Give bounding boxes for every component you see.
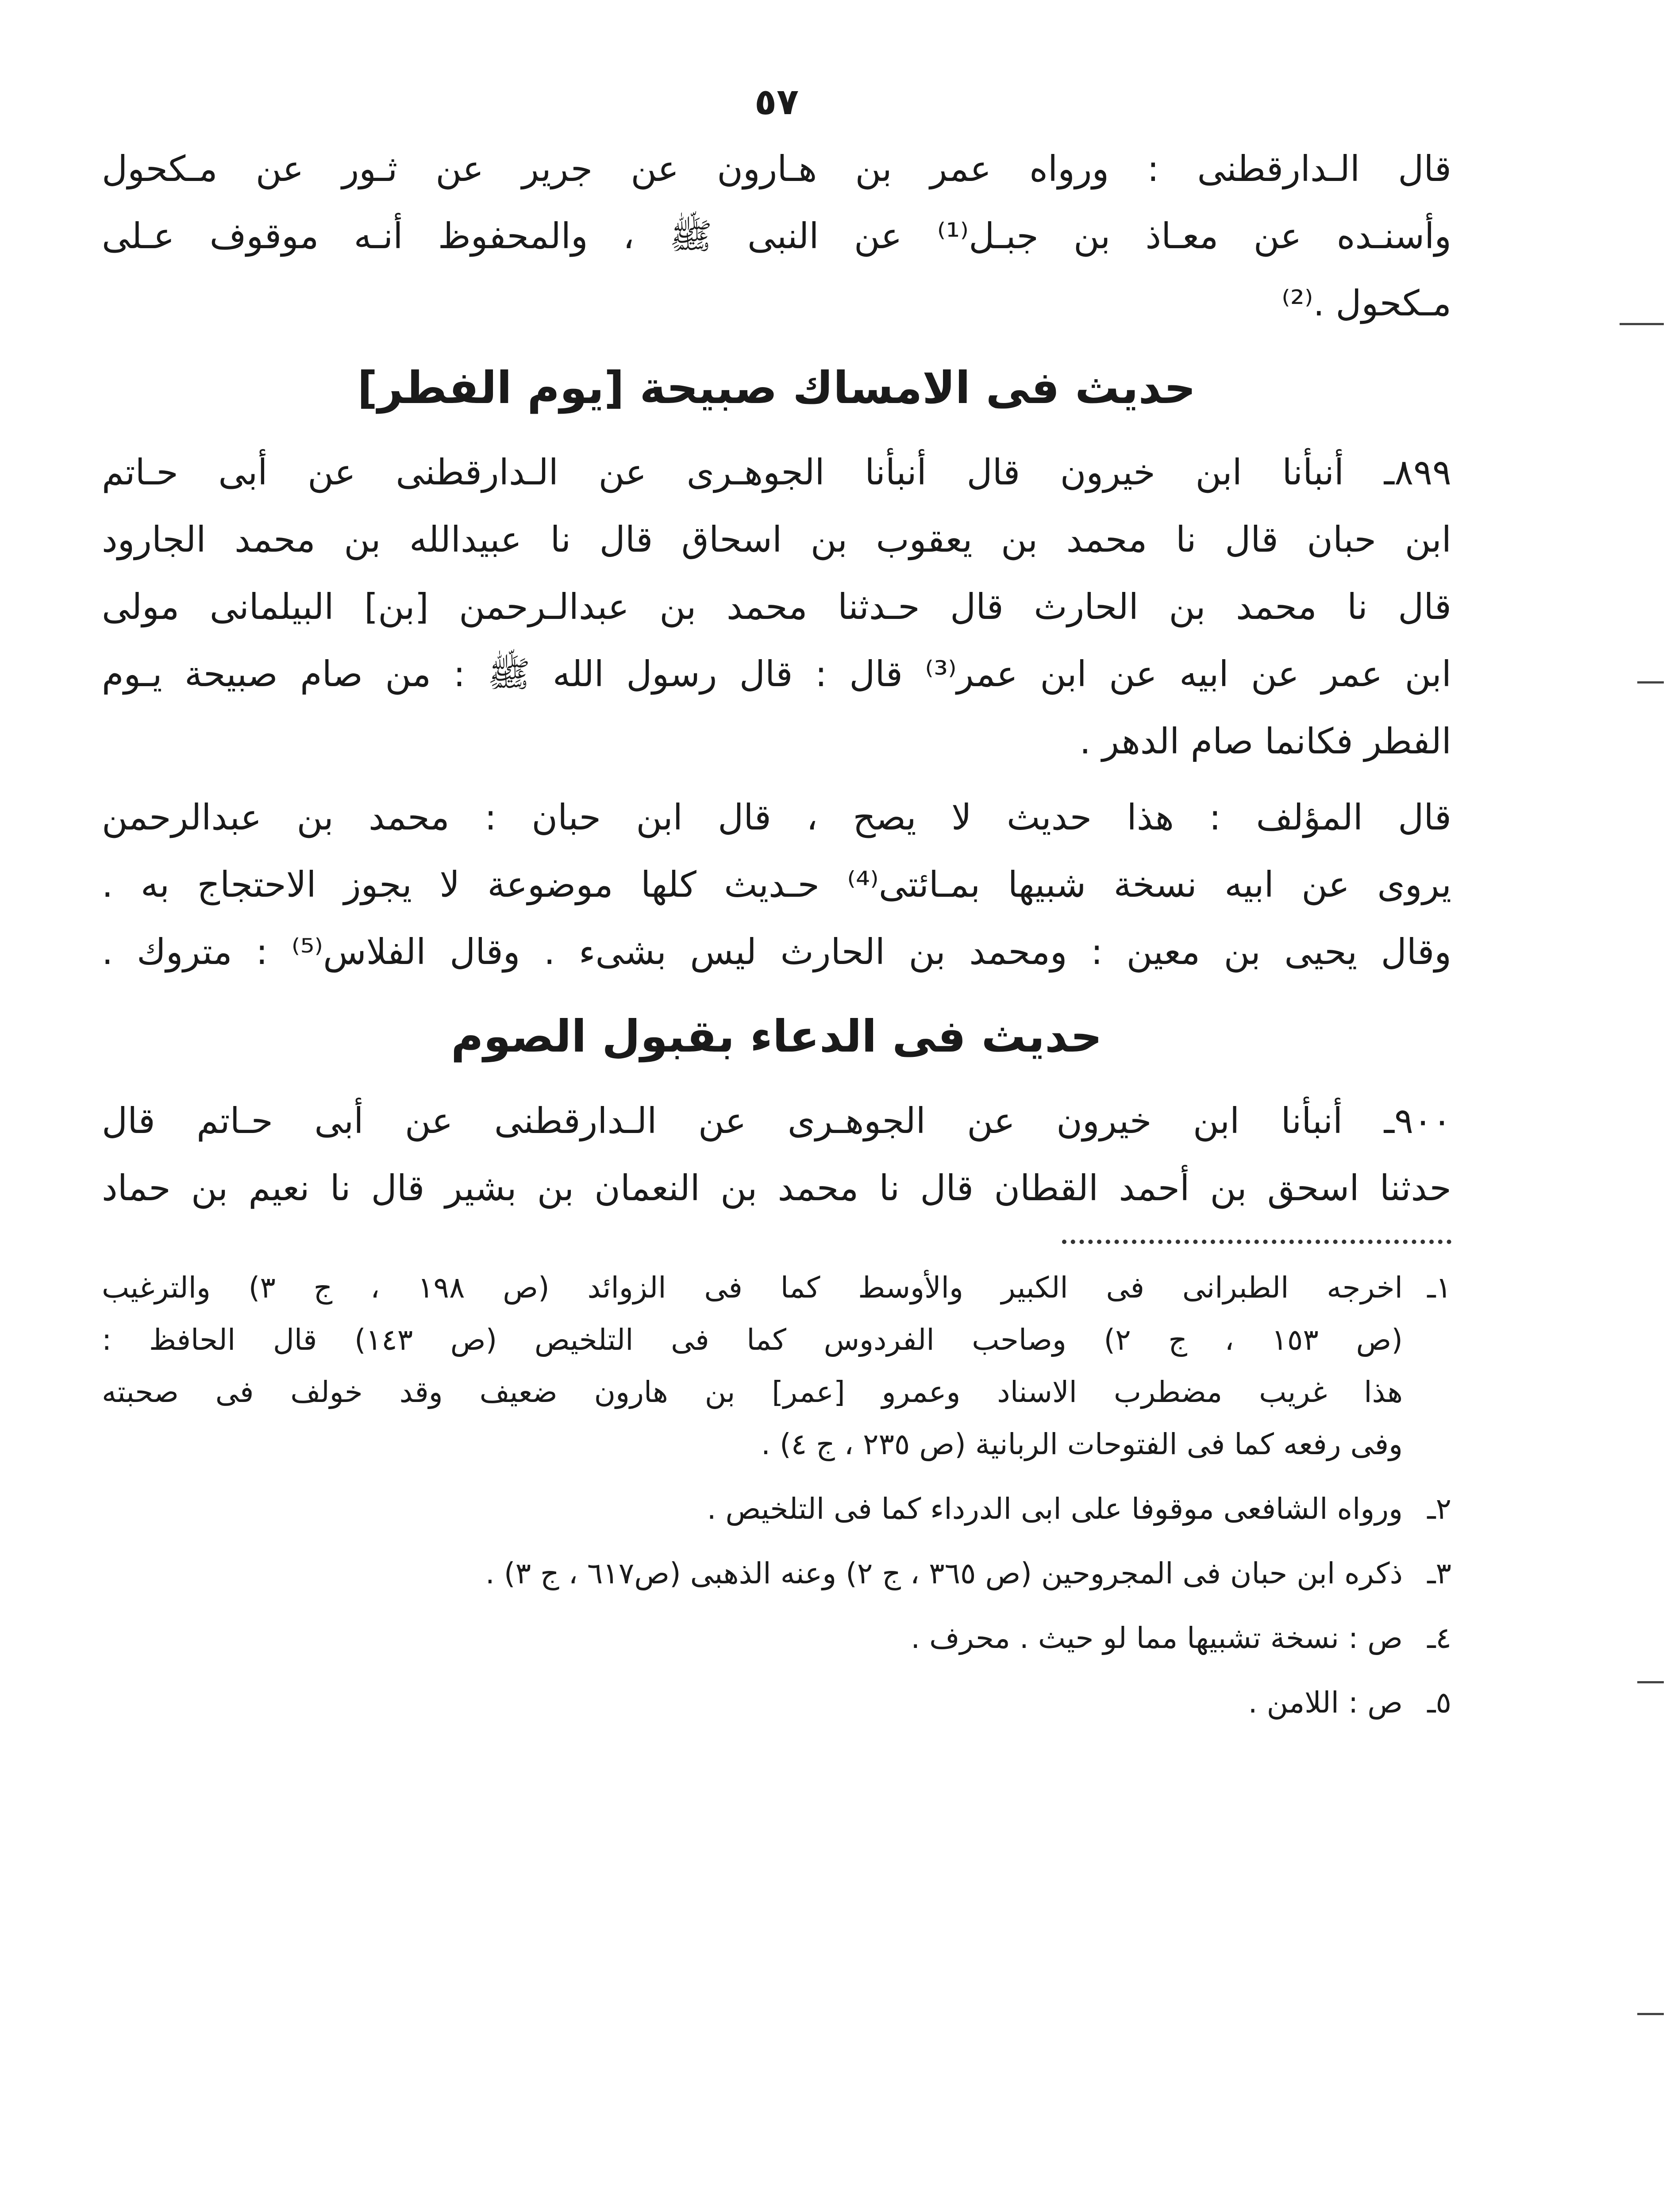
footnote-1-line-4: وفى رفعه كما فى الفتوحات الربانية (ص ٢٣٥ ، ج ٤) . (761, 1427, 1403, 1461)
hadith-900-line-1: ٩٠٠ـ أنبأنا ابن خيرون عن الجوهـرى عن الـدارقطنى عن أبى حـاتم قال (102, 1100, 1451, 1141)
footnote-4-text (102, 1612, 1403, 1664)
footnote-3-text (102, 1548, 1403, 1600)
section-heading-2: حديث فى الدعاء بقبول الصوم (451, 1010, 1102, 1062)
footnote-3-line-1: ذكره ابن حبان فى المجروحين (ص ٣٦٥ ، ج ٢) وعنه الذهبى (ص٦١٧ ، ج ٣) . (485, 1556, 1403, 1590)
footnote-3 (102, 1548, 1451, 1600)
footnote-4-number: ٤ـ (1427, 1621, 1451, 1655)
footnote-1 (102, 1262, 1451, 1471)
footnote-5-text (102, 1677, 1403, 1729)
book-page (102, 75, 1451, 2212)
footnote-2-text (102, 1483, 1403, 1535)
margin-mark (1637, 2013, 1664, 2015)
comment-line-2: يروى عن ابيه نسخة شبيها بمـائتى⁽⁴⁾ حـديث كلها موضوعة لا يجوز الاحتجاج به . (102, 864, 1451, 905)
footnote-5-number: ٥ـ (1427, 1686, 1451, 1720)
footnotes (102, 1262, 1451, 1729)
margin-mark (1637, 1681, 1664, 1683)
footnote-divider (1062, 1240, 1451, 1244)
footnote-1-text (102, 1262, 1403, 1471)
hadith-899 (102, 439, 1451, 775)
hadith-899-line-2: ابن حبان قال نا محمد بن يعقوب بن اسحاق قال نا عبيدالله بن محمد الجارود (102, 519, 1451, 560)
hadith-899-line-4: ابن عمر عن ابيه عن ابن عمر⁽³⁾ قال : قال رسول الله ﷺ : من صام صبيحة يـوم (102, 653, 1452, 695)
hadith-900-line-2: حدثنا اسحق بن أحمد القطان قال نا محمد بن النعمان بن بشير قال نا نعيم بن حماد (102, 1167, 1451, 1209)
footnote-3-number: ٣ـ (1427, 1556, 1451, 1590)
author-comment (102, 784, 1451, 986)
page-number: ٥٧ (754, 81, 799, 123)
comment-line-1: قال المؤلف : هذا حديث لا يصح ، قال ابن حبان : محمد بن عبدالرحمن (102, 797, 1451, 838)
hadith-899-line-1: ٨٩٩ـ أنبأنا ابن خيرون قال أنبأنا الجوهـرى عن الـدارقطنى عن أبى حـاتم (102, 452, 1451, 493)
footnote-4 (102, 1612, 1451, 1664)
intro-paragraph (102, 135, 1451, 337)
footnote-1-line-3: هذا غريب مضطرب الاسناد وعمرو [عمر] بن هارون ضعيف وقد خولف فى صحبته (102, 1375, 1403, 1409)
footnote-5-line-1: ص : اللامن . (1248, 1686, 1403, 1720)
footnote-2 (102, 1483, 1451, 1535)
intro-line-1: قال الـدارقطنى : ورواه عمر بن هـارون عن جرير عن ثـور عن مـكحول (102, 148, 1451, 189)
footnote-2-number: ٢ـ (1427, 1492, 1451, 1526)
section-heading-1: حديث فى الامساك صبيحة [يوم الفطر] (357, 362, 1196, 414)
margin-mark (1620, 323, 1664, 325)
footnote-4-line-1: ص : نسخة تشبيها مما لو حيث . محرف . (911, 1621, 1403, 1655)
hadith-899-line-5: الفطر فكانما صام الدهر . (1079, 721, 1451, 762)
hadith-899-line-3: قال نا محمد بن الحارث قال حـدثنا محمد بن عبدالـرحمن [بن] البيلمانى مولى (102, 586, 1451, 627)
footnote-1-line-2: (ص ١٥٣ ، ج ٢) وصاحب الفردوس كما فى التلخيص (ص ١٤٣) قال الحافظ : (102, 1323, 1403, 1357)
hadith-900 (102, 1087, 1451, 1222)
footnote-1-number: ١ـ (1427, 1271, 1451, 1305)
comment-line-3: وقال يحيى بن معين : ومحمد بن الحارث ليس بشىء . وقال الفلاس⁽⁵⁾ : متروك . (102, 931, 1451, 972)
footnote-1-line-1: اخرجه الطبرانى فى الكبير والأوسط كما فى الزوائد (ص ١٩٨ ، ج ٣) والترغيب (102, 1271, 1403, 1305)
intro-line-3: مـكحول .⁽²⁾ (1281, 283, 1451, 324)
intro-line-2: وأسنـده عن معـاذ بن جبـل⁽¹⁾ عن النبى ﷺ ، والمحفوظ أنـه موقوف عـلى (102, 215, 1452, 257)
margin-mark (1637, 681, 1664, 684)
footnote-2-line-1: ورواه الشافعى موقوفا على ابى الدرداء كما فى التلخيص . (707, 1492, 1403, 1526)
footnote-5 (102, 1677, 1451, 1729)
